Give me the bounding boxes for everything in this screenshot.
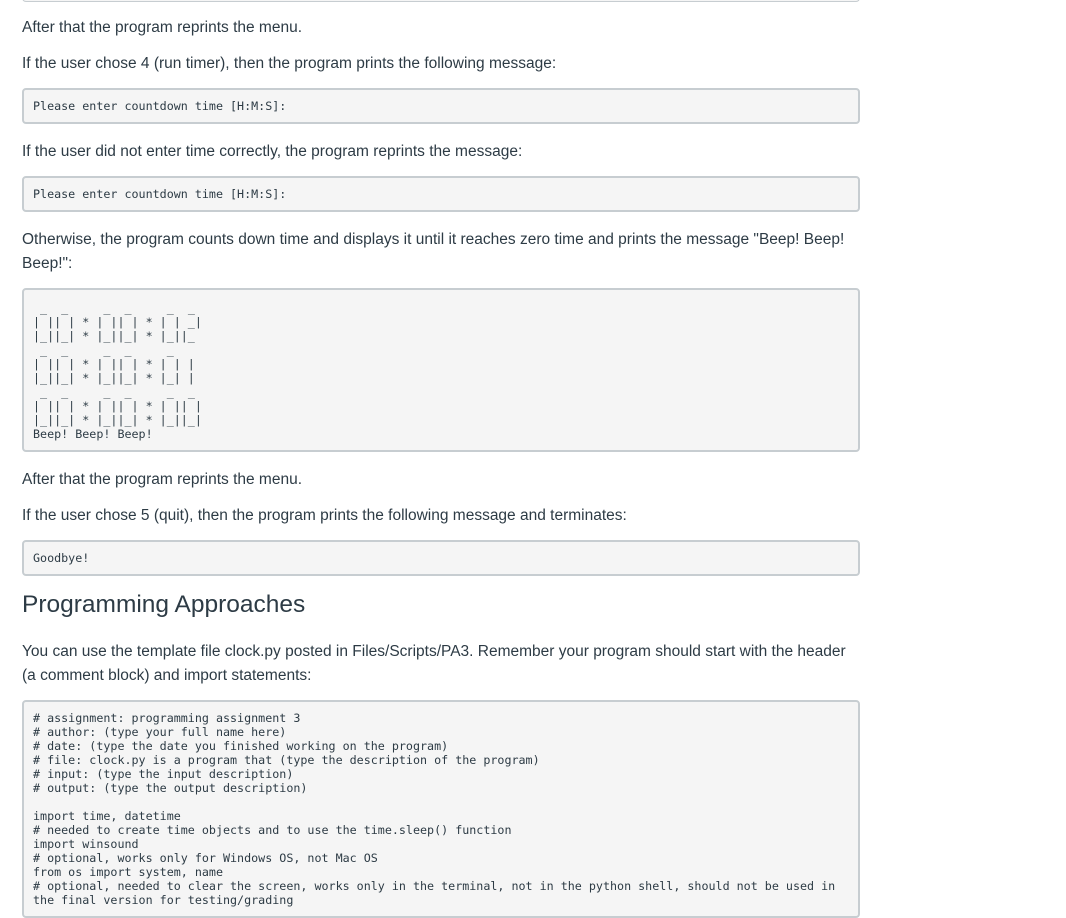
heading-programming-approaches: Programming Approaches bbox=[22, 591, 306, 618]
code-block-prompt-2: Please enter countdown time [H:M:S]: bbox=[22, 176, 860, 212]
paragraph-otherwise: Otherwise, the program counts down time and displays it until it reaches zero time and prints the message "Beep! Beep! Beep!": bbox=[22, 231, 845, 272]
paragraph-chose-5: If the user chose 5 (quit), then the program prints the following message and terminates: bbox=[22, 507, 627, 524]
code-block-prompt-1: Please enter countdown time [H:M:S]: bbox=[22, 88, 860, 124]
paragraph-not-correct: If the user did not enter time correctly, the program reprints the message: bbox=[22, 143, 523, 160]
code-block-header: # assignment: programming assignment 3 # author: (type your full name here) # date: (type the date you finished working on the program) # file: clock.py is a program that (type the description of the program) # input: (type the input description) # output: (type the output description) import time, datetime # needed to create time objects and to use the time.sleep() function import winsound # optional, works only for Windows OS, not Mac OS from os import system, name # optional, needed to clear the screen, works only in the terminal, not in the python shell, should not be used in the final version for testing/grading bbox=[22, 700, 860, 918]
paragraph-chose-4: If the user chose 4 (run timer), then the program prints the following message: bbox=[22, 55, 557, 72]
previous-code-block-edge bbox=[22, 0, 860, 2]
paragraph-reprint-menu-2: After that the program reprints the menu. bbox=[22, 471, 302, 488]
code-block-goodbye: Goodbye! bbox=[22, 540, 860, 576]
code-block-countdown: _ _ _ _ _ _ | || | * | || | * | | _| |_||_| * |_||_| * |_||_ _ _ _ _ _ | || | * | || | * | | | |_||_| * |_||_| * |_| | _ _ _ _ _ _ | || | * | || | * | || | |_||_| * |_||_| * |_||_| Beep! Beep! Beep! bbox=[22, 288, 860, 452]
paragraph-template-note: You can use the template file clock.py posted in Files/Scripts/PA3. Remember your program should start with the header (a comment block) and import statements: bbox=[22, 643, 846, 684]
page-content bbox=[22, 0, 860, 918]
paragraph-reprint-menu-1: After that the program reprints the menu. bbox=[22, 19, 302, 36]
